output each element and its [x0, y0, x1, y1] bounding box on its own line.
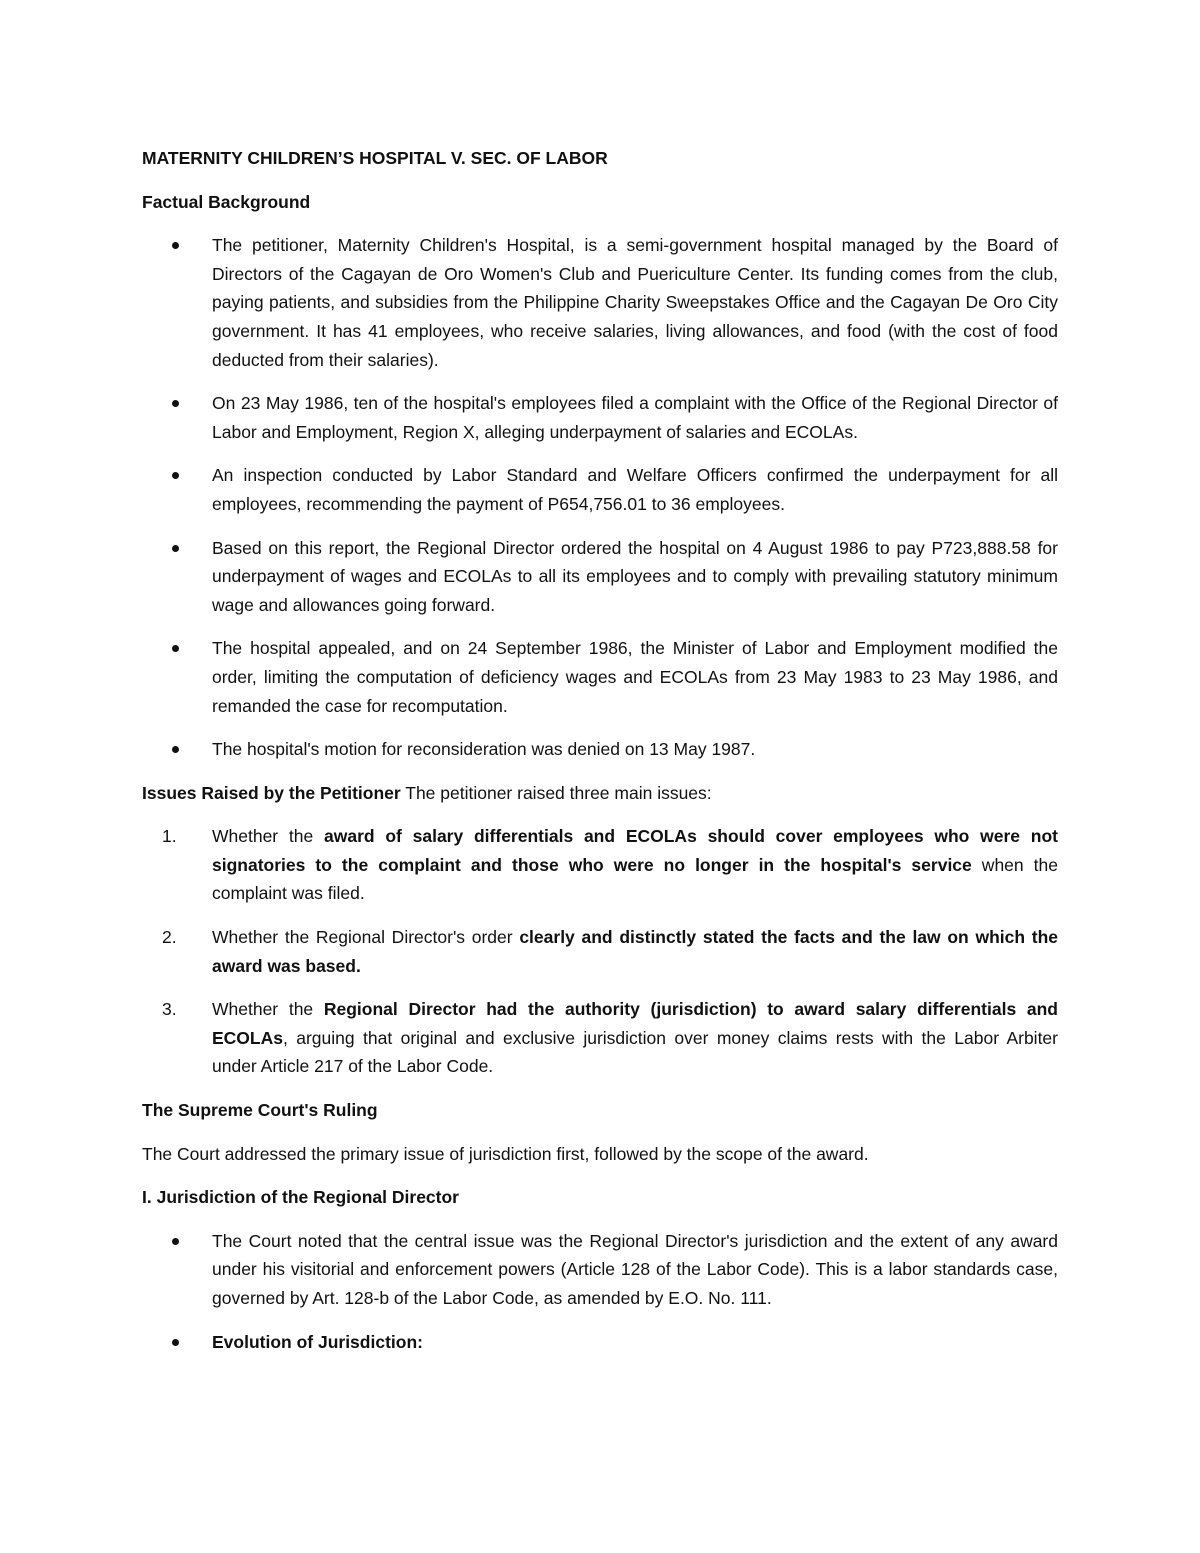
bullet-icon	[172, 1238, 179, 1245]
list-number: 3.	[162, 999, 177, 1020]
issues-heading	[142, 779, 1058, 808]
list-item: 1. Whether the award of salary differentials and ECOLAs should cover employees who were not signatories to the complaint and those who were no longer in the hospital's service when the complaint was filed.	[142, 822, 1058, 908]
issues-heading-bold: Issues Raised by the Petitioner	[142, 782, 401, 803]
list-item: An inspection conducted by Labor Standard and Welfare Officers confirmed the underpayment for all employees, recommending the payment of P654,756.01 to 36 employees.	[142, 461, 1058, 518]
bullet-icon	[172, 400, 179, 407]
ruling-heading: The Supreme Court's Ruling	[142, 1100, 378, 1121]
list-item: The Court noted that the central issue was the Regional Director's jurisdiction and the extent of any award under his visitorial and enforcement powers (Article 128 of the Labor Code). This is a labor standards case, governed by Art. 128-b of the Labor Code, as amended by E.O. No. 111.	[142, 1227, 1058, 1313]
bullet-icon	[172, 242, 179, 249]
bullet-icon	[172, 1339, 179, 1346]
factual-background-heading: Factual Background	[142, 191, 311, 212]
bullet-icon	[172, 472, 179, 479]
jurisdiction-heading: I. Jurisdiction of the Regional Director	[142, 1187, 459, 1208]
list-item: 3. Whether the Regional Director had the authority (jurisdiction) to award salary differentials and ECOLAs, arguing that original and exclusive jurisdiction over money claims rests with the Labor Arbiter under Article 217 of the Labor Code.	[142, 995, 1058, 1081]
bullet-icon	[172, 645, 179, 652]
list-item: On 23 May 1986, ten of the hospital's employees filed a complaint with the Office of the Regional Director of Labor and Employment, Region X, alleging underpayment of salaries and ECOLAs.	[142, 389, 1058, 446]
list-item	[142, 1328, 1058, 1357]
list-item: 2. Whether the Regional Director's order clearly and distinctly stated the facts and the law on which the award was based.	[142, 923, 1058, 980]
bullet-icon	[172, 746, 179, 753]
issues-list	[142, 822, 1058, 1081]
evolution-label: Evolution of Jurisdiction:	[212, 1331, 423, 1352]
list-number: 2.	[162, 927, 177, 948]
ruling-intro: The Court addressed the primary issue of jurisdiction first, followed by the scope of the award.	[142, 1143, 869, 1164]
list-item: Based on this report, the Regional Director ordered the hospital on 4 August 1986 to pay P723,888.58 for underpayment of wages and ECOLAs to all its employees and to comply with prevailing statutory minimum wage and allowances going forward.	[142, 534, 1058, 620]
list-item: The hospital appealed, and on 24 September 1986, the Minister of Labor and Employment modified the order, limiting the computation of deficiency wages and ECOLAs from 23 May 1983 to 23 May 1986, and remanded the case for recomputation.	[142, 634, 1058, 720]
jurisdiction-list	[142, 1227, 1058, 1356]
list-item: The petitioner, Maternity Children's Hospital, is a semi-government hospital managed by the Board of Directors of the Cagayan de Oro Women's Club and Puericulture Center. Its funding comes from the club, paying patients, and subsidies from the Philippine Charity Sweepstakes Office and the Cagayan De Oro City government. It has 41 employees, who receive salaries, living allowances, and food (with the cost of food deducted from their salaries).	[142, 231, 1058, 374]
issues-heading-rest: The petitioner raised three main issues:	[400, 782, 712, 803]
document-title: MATERNITY CHILDREN’S HOSPITAL V. SEC. OF LABOR	[142, 148, 608, 168]
factual-background-list	[142, 231, 1058, 764]
list-number: 1.	[162, 826, 177, 847]
list-item: The hospital's motion for reconsideration was denied on 13 May 1987.	[142, 735, 1058, 764]
bullet-icon	[172, 545, 179, 552]
